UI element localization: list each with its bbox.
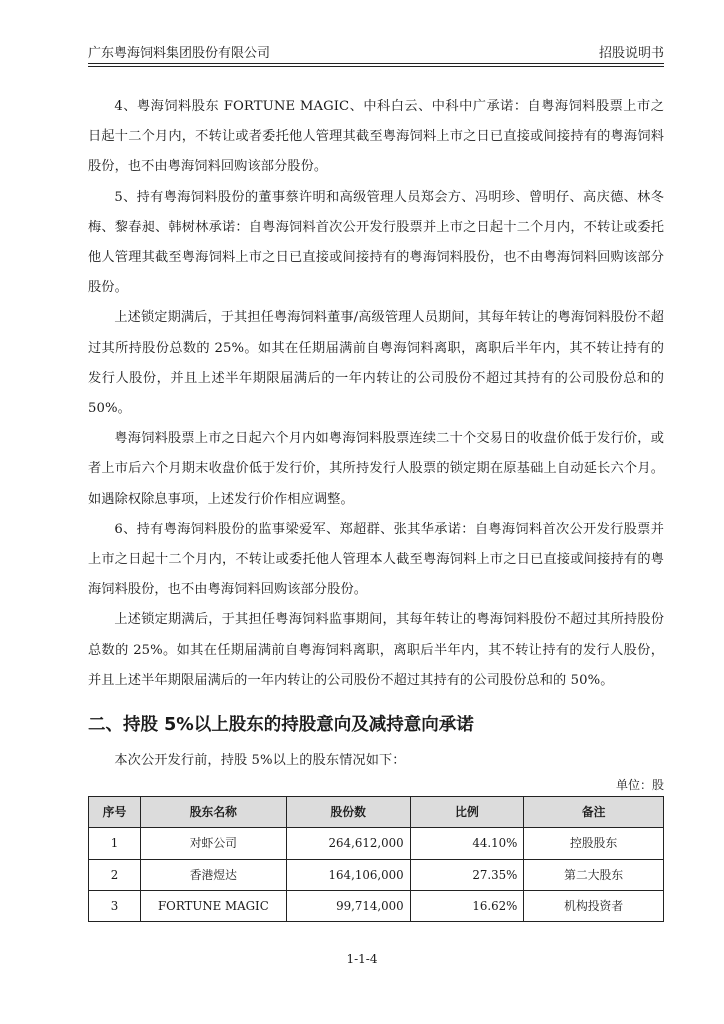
shareholder-table — [88, 796, 664, 922]
paragraph-commitment-4: 4、粤海饲料股东 FORTUNE MAGIC、中科白云、中科中广承诺：自粤海饲料股票上市之日起十二个月内，不转让或者委托他人管理其截至粤海饲料上市之日已直接或间接持有的粤海饲料股份，也不由粤海饲料回购该部分股份。 — [88, 99, 664, 175]
header-cell-shares: 股份数 — [286, 797, 410, 828]
table-row — [89, 859, 664, 890]
table-unit-label: 单位：股 — [615, 778, 664, 793]
cell-remark: 机构投资者 — [524, 890, 664, 921]
paragraph-commitment-6: 6、持有粤海饲料股份的监事梁爱军、郑超群、张其华承诺：自粤海饲料首次公开发行股票并上市之日起十二个月内，不转让或委托他人管理本人截至粤海饲料上市之日已直接或间接持有的粤海饲料股份，也不由粤海饲料回购该部分股份。 — [88, 521, 664, 598]
paragraph-commitment-5: 5、持有粤海饲料股份的董事蔡许明和高级管理人员郑会方、冯明珍、曾明仔、高庆德、林冬梅、黎春昶、韩树林承诺：自粤海饲料首次公开发行股票并上市之日起十二个月内，不转让或委托他人管理其截至粤海饲料上市之日已直接或间接持有的粤海饲料股份，也不由粤海饲料回购该部分股份。 — [88, 189, 664, 296]
cell-remark: 第二大股东 — [524, 859, 664, 890]
cell-shareholder: FORTUNE MAGIC — [140, 890, 286, 921]
cell-index: 2 — [89, 859, 141, 890]
cell-shares: 264,612,000 — [286, 828, 410, 859]
section-title: 二、持股 5%以上股东的持股意向及减持意向承诺 — [88, 715, 474, 736]
table-row — [89, 828, 664, 859]
cell-shares: 164,106,000 — [286, 859, 410, 890]
paragraph-lockup-supervisors: 上述锁定期满后，于其担任粤海饲料监事期间，其每年转让的粤海饲料股份不超过其所持股份总数的 25%。如其在任期届满前自粤海饲料离职，离职后半年内，其不转让持有的发行人股份，并且上述半年期限届满后的一年内转让的公司股份不超过其持有的公司股份总和的 50%。 — [88, 612, 664, 688]
header-cell-remark: 备注 — [524, 797, 664, 828]
header-cell-shareholder: 股东名称 — [140, 797, 286, 828]
cell-index: 3 — [89, 890, 141, 921]
page-header — [88, 42, 664, 64]
header-company-name: 广东粤海饲料集团股份有限公司 — [88, 46, 271, 61]
cell-shareholder: 香港煜达 — [140, 859, 286, 890]
cell-ratio: 27.35% — [410, 859, 524, 890]
paragraph-lockup-directors: 上述锁定期满后，于其担任粤海饲料董事/高级管理人员期间，其每年转让的粤海饲料股份不超过其所持股份总数的 25%。如其在任期届满前自粤海饲料离职，离职后半年内，其不转让持有的发行人股份，并且上述半年期限届满后的一年内转让的公司股份不超过其持有的公司股份总和的 50%。 — [88, 310, 664, 417]
paragraph-lockup-extension: 粤海饲料股票上市之日起六个月内如粤海饲料股票连续二十个交易日的收盘价低于发行价，或者上市后六个月期末收盘价低于发行价，其所持发行人股票的锁定期在原基础上自动延长六个月。如遇除权除息事项，上述发行价作相应调整。 — [88, 431, 664, 507]
page-number: 1-1-4 — [346, 952, 378, 966]
main-content — [88, 92, 664, 922]
table-row — [89, 890, 664, 921]
cell-index: 1 — [89, 828, 141, 859]
section-intro: 本次公开发行前，持股 5%以上的股东情况如下： — [114, 753, 406, 769]
cell-ratio: 44.10% — [410, 828, 524, 859]
cell-ratio: 16.62% — [410, 890, 524, 921]
header-cell-ratio: 比例 — [410, 797, 524, 828]
header-cell-index: 序号 — [89, 797, 141, 828]
cell-remark: 控股股东 — [524, 828, 664, 859]
header-rule-thin — [88, 66, 664, 67]
cell-shares: 99,714,000 — [286, 890, 410, 921]
table-header-row — [89, 797, 664, 828]
header-document-type: 招股说明书 — [598, 46, 664, 61]
cell-shareholder: 对虾公司 — [140, 828, 286, 859]
header-rule-thick — [88, 63, 664, 64]
